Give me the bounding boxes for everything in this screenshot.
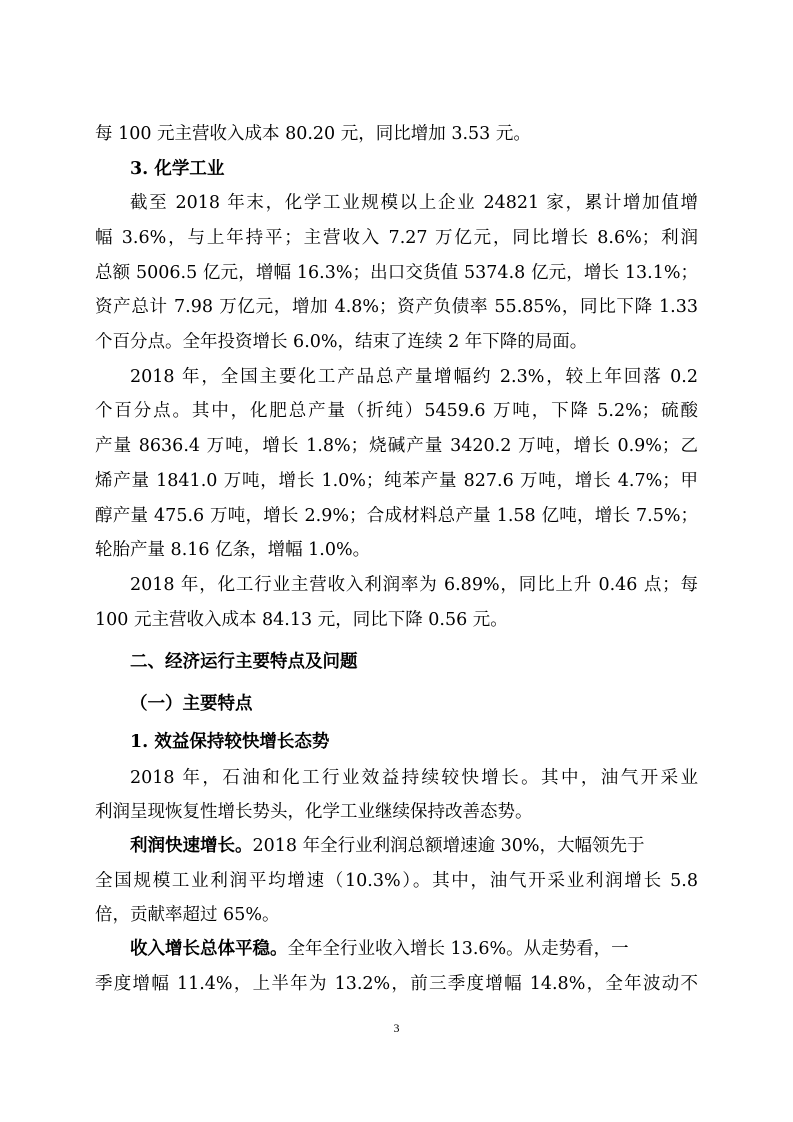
text-line: [130, 937, 698, 961]
section-heading-economic-features: 二、经济运行主要特点及问题: [130, 652, 358, 672]
subsection-heading-main-features: （一）主要特点: [130, 694, 253, 714]
text-line: 利润呈现恢复性增长势头，化学工业继续保持改善态势。: [95, 802, 533, 822]
text-line: 全国规模工业利润平均增速（10.3%）。其中，油气开采业利润增长 5.8: [95, 871, 698, 891]
lead-phrase-revenue: 收入增长总体平稳。: [130, 939, 288, 959]
text-line: 个百分点。其中，化肥总产量（折纯）5459.6 万吨，下降 5.2%；硫酸: [95, 401, 698, 421]
text-line: 资产总计 7.98 万亿元，增加 4.8%；资产负债率 55.85%，同比下降 1.33: [95, 297, 698, 317]
text-line: 轮胎产量 8.16 亿条，增幅 1.0%。: [95, 540, 371, 560]
text-line: [130, 834, 698, 858]
text-line: 每 100 元主营收入成本 80.20 元，同比增加 3.53 元。: [95, 124, 531, 144]
text-line: 总额 5006.5 亿元，增幅 16.3%；出口交货值 5374.8 亿元，增长 13.1%；: [95, 263, 698, 283]
text-line: 季度增幅 11.4%，上半年为 13.2%，前三季度增幅 14.8%，全年波动不: [95, 974, 698, 994]
text-line: 2018 年，石油和化工行业效益持续较快增长。其中，油气开采业: [130, 768, 698, 788]
text-line: 截至 2018 年末，化学工业规模以上企业 24821 家，累计增加值增: [130, 193, 698, 213]
item-heading-profit-growth: 1. 效益保持较快增长态势: [130, 732, 330, 752]
page-number: 3: [393, 1021, 400, 1035]
text-line: 醇产量 475.6 万吨，增长 2.9%；合成材料总产量 1.58 亿吨，增长 7.5%；: [95, 506, 698, 526]
text-line: 2018 年，全国主要化工产品总产量增幅约 2.3%，较上年回落 0.2: [130, 367, 698, 387]
text-line: 个百分点。全年投资增长 6.0%，结束了连续 2 年下降的局面。: [95, 332, 588, 352]
section-heading-chemical-industry: 3. 化学工业: [130, 159, 225, 179]
text-line: 2018 年，化工行业主营收入利润率为 6.89%，同比上升 0.46 点；每: [130, 575, 698, 595]
text-line: 产量 8636.4 万吨，增长 1.8%；烧碱产量 3420.2 万吨，增长 0.9%；乙: [95, 436, 698, 456]
text-run: 全年全行业收入增长 13.6%。从走势看，一: [287, 939, 629, 959]
text-line: 倍，贡献率超过 65%。: [95, 905, 280, 925]
text-line: 幅 3.6%，与上年持平；主营收入 7.27 万亿元，同比增长 8.6%；利润: [95, 228, 698, 248]
lead-phrase-profit: 利润快速增长。: [130, 836, 253, 856]
text-line: 100 元主营收入成本 84.13 元，同比下降 0.56 元。: [95, 610, 508, 630]
text-run: 2018 年全行业利润总额增速逾 30%，大幅领先于: [252, 836, 645, 856]
text-line: 烯产量 1841.0 万吨，增长 1.0%；纯苯产量 827.6 万吨，增长 4.7%；甲: [95, 471, 698, 491]
